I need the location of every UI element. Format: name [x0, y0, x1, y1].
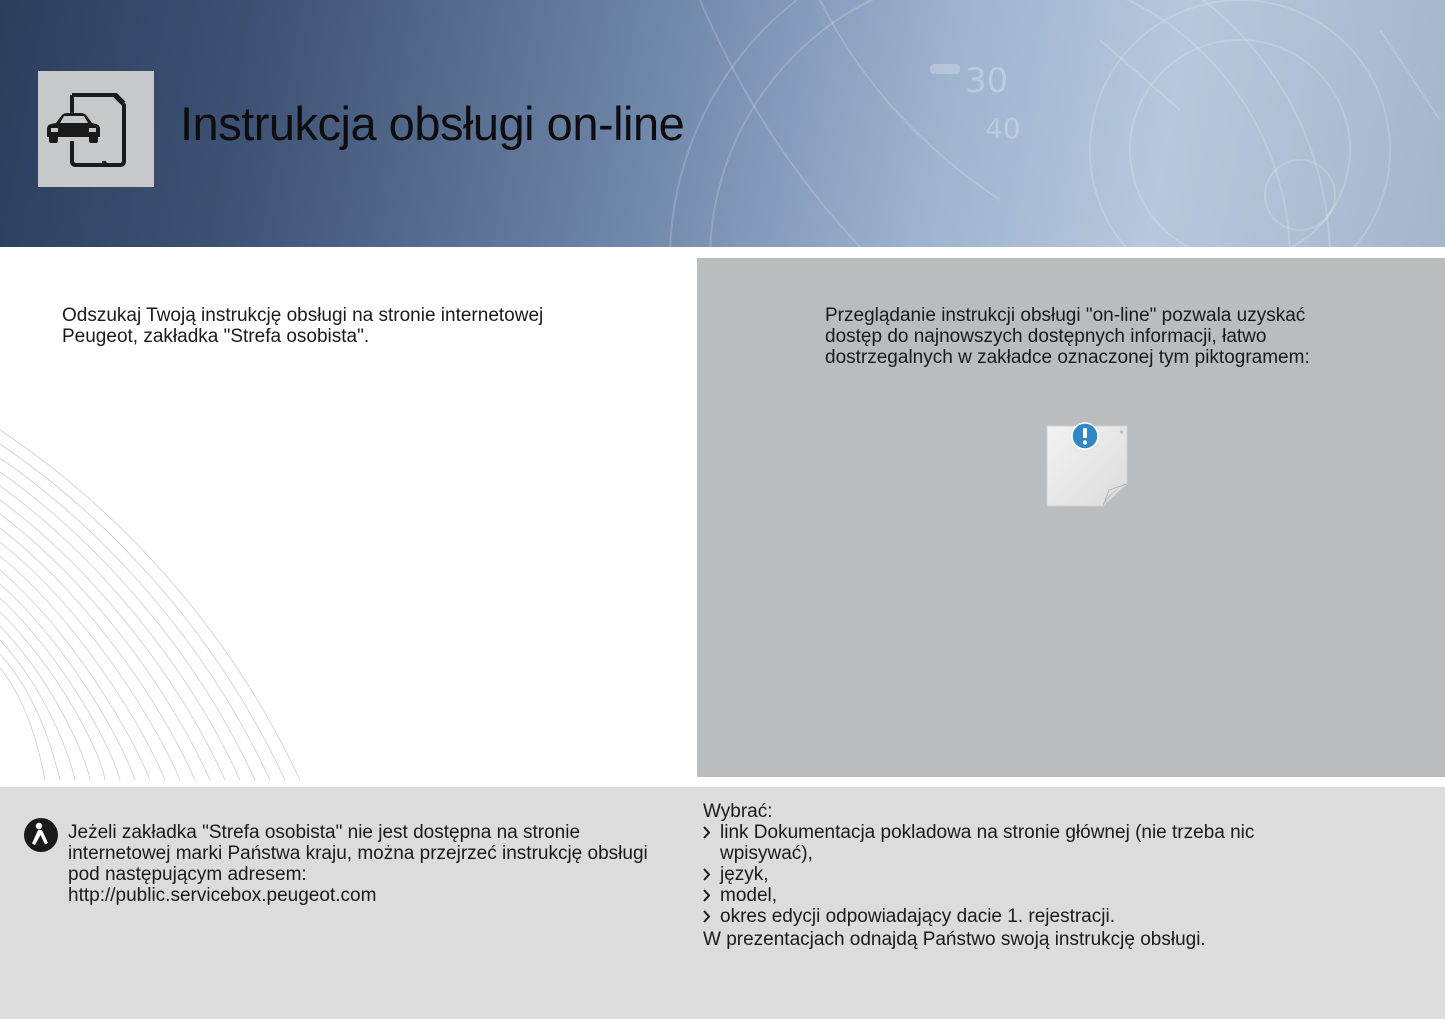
choose-list [703, 822, 1403, 927]
chevron-right-icon [703, 868, 711, 881]
list-item-text: model, [720, 885, 778, 906]
svg-text:×: × [1119, 429, 1125, 436]
tip-icon [23, 817, 59, 853]
online-info-panel [697, 258, 1445, 777]
choose-heading: Wybrać: [703, 801, 773, 822]
car-document-icon [38, 71, 154, 187]
intro-line-1: Odszukaj Twoją instrukcję obsługi na stronie internetowej [62, 305, 544, 326]
online-info-text [825, 305, 1425, 368]
tip-line-3: pod następującym adresem: [68, 864, 307, 885]
intro-text [62, 305, 622, 347]
header-icon-box [38, 71, 154, 187]
list-item [703, 864, 1403, 885]
deco-number-30: 30 [965, 61, 1009, 101]
online-line-1: Przeglądanie instrukcji obsługi "on-line" pozwala uzyskać [825, 305, 1306, 326]
chevron-right-icon [703, 889, 711, 902]
tip-line-2: internetowej marki Państwa kraju, można przejrzeć instrukcję obsługi [68, 843, 648, 864]
chevron-right-icon [703, 826, 711, 839]
deco-number-40: 40 [985, 112, 1021, 145]
list-item-text: link Dokumentacja pokladowa na stronie głównej (nie trzeba nic [720, 822, 1255, 843]
intro-line-2: Peugeot, zakładka "Strefa osobista". [62, 326, 370, 347]
online-line-2: dostęp do najnowszych dostępnych informacji, łatwo [825, 326, 1267, 347]
list-item [703, 906, 1403, 927]
decorative-lines [0, 430, 320, 780]
choose-instructions [703, 801, 1403, 950]
bottom-panel [0, 787, 1445, 1019]
tip-line-1: Jeżeli zakładka "Strefa osobista" nie jest dostępna na stronie [68, 822, 581, 843]
page-title: Instrukcja obsługi on-line [180, 97, 685, 150]
tip-text [68, 822, 688, 906]
chevron-right-icon [703, 910, 711, 923]
online-line-3: dostrzegalnych w zakładce oznaczonej tym piktogramem: [825, 347, 1310, 368]
list-item [703, 885, 1403, 906]
list-item [703, 822, 1403, 864]
list-item-text-cont: wpisywać), [720, 843, 813, 864]
header-banner [0, 0, 1445, 247]
list-item-text: język, [720, 864, 769, 885]
list-item-text: okres edycji odpowiadający dacie 1. rejestracji. [720, 906, 1115, 927]
info-document-icon [1045, 422, 1129, 508]
servicebox-url: http://public.servicebox.peugeot.com [68, 885, 377, 906]
choose-closing: W prezentacjach odnajdą Państwo swoją instrukcję obsługi. [703, 929, 1206, 950]
